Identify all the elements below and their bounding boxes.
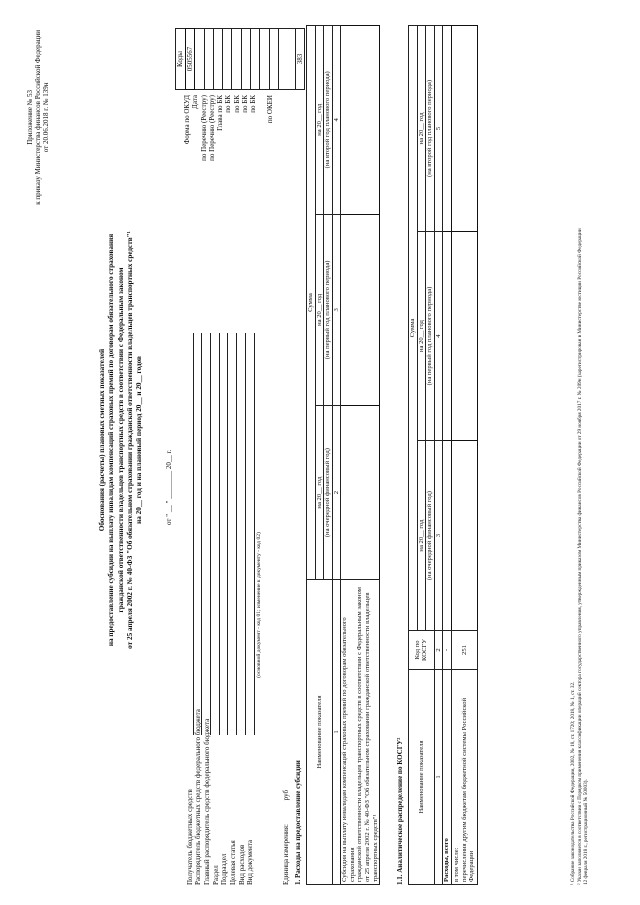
- appendix-header: [26, 30, 50, 205]
- title-line-2: на предоставление субсидии на выплату инвалидам компенсаций страховых премий по договорам обязательного страхования: [107, 233, 116, 647]
- col-code-header: Код по КОСГУ: [409, 631, 435, 670]
- year-3-sub: (на второй год планового периода): [324, 26, 333, 215]
- req-fill-line[interactable]: [203, 333, 211, 735]
- doc-type-note: (основной документ - код 01; изменение к документу - код 02): [255, 532, 262, 678]
- appendix-line-3: от 20.06.2018 г. № 139н: [42, 82, 51, 153]
- title-line-5: на 20__ год и на плановый период 20__ и 20__ годов: [135, 356, 144, 524]
- year-3-header: на 20__ год: [417, 26, 426, 232]
- year-1-header: на 20__ год: [315, 406, 324, 580]
- req-label: Вид расходов: [237, 844, 246, 885]
- code-cell[interactable]: [214, 28, 223, 90]
- okei-code: 383: [296, 28, 305, 90]
- code-label: по Перечню (Реестру): [207, 95, 216, 161]
- code-cell[interactable]: [232, 28, 241, 90]
- unit-of-measure: [282, 790, 290, 885]
- unit-label: Единица измерения:: [282, 824, 290, 885]
- req-label: Получатель бюджетных средств: [185, 789, 194, 885]
- code-cell[interactable]: [223, 28, 232, 90]
- col-num: 2: [332, 406, 341, 580]
- subsidy-line: Субсидия на выплату инвалидам компенсаций страховых премий по договорам обязательного страхования: [341, 617, 356, 882]
- year-3-sub: (на второй год планового периода): [426, 26, 435, 232]
- codes-header: Коды: [175, 28, 185, 90]
- year-2-header: на 20__ год: [417, 231, 426, 440]
- code-label: [258, 95, 266, 295]
- col-num: 2: [434, 631, 443, 670]
- footnotes: [570, 25, 590, 885]
- req-row: [194, 325, 203, 885]
- year-2-sub: (на первый год планового периода): [426, 231, 435, 440]
- section-1-1-table: [408, 25, 478, 885]
- section-1-title: 1. Расходы на предоставление субсидии: [294, 760, 302, 885]
- section-1-table: [306, 25, 380, 885]
- code-labels: [183, 95, 274, 295]
- total-row-name: Расходы, всего: [443, 670, 452, 885]
- col-name-header: Наименование показателя: [409, 670, 435, 885]
- req-row: [211, 325, 220, 885]
- col-sum-header: Сумма: [307, 26, 316, 580]
- year-1-header: на 20__ год: [417, 441, 426, 631]
- subsidy-value-year-2[interactable]: [341, 214, 380, 406]
- transfer-row-code: 251: [451, 631, 477, 670]
- req-row: [246, 325, 255, 885]
- req-label: Целевая статья: [229, 840, 238, 885]
- code-label: по Перечню (Реестру): [199, 95, 208, 161]
- title-line-1: Обоснования (расчеты) плановых сметных показателей: [98, 348, 106, 532]
- req-label: Раздел: [211, 865, 220, 885]
- footnote-1: ¹ Собрание законодательства Российской Федерации, 2002, № 18, ст. 1720; 2018, № 1, ст. 32.: [570, 681, 576, 885]
- requisites-block: [185, 325, 262, 885]
- col-num: 1: [332, 580, 341, 885]
- col-num: 4: [332, 26, 341, 215]
- col-num: 4: [434, 231, 443, 440]
- code-cell[interactable]: [260, 28, 269, 90]
- subsidy-value-year-3[interactable]: [341, 26, 380, 215]
- req-label: Подраздел: [220, 853, 229, 885]
- footnote-2: ² Указан заполняется в соответствии с Порядком применения классификации операций сектора государственного управления, утвержденным приказом Министерства финансов Российской Федерации от 29 ноября 2017 г. № 209н (зарегистрирован в Министерстве юстиции Российской Федерации: [576, 228, 583, 885]
- title-line-3: гражданской ответственности владельцев транспортных средств в соответствии с Федеральным законом: [116, 267, 125, 613]
- col-num: 3: [332, 214, 341, 406]
- code-cell[interactable]: [279, 28, 296, 90]
- code-label: Глава по БК: [216, 95, 225, 131]
- unit-value: руб: [282, 789, 290, 801]
- footnote-3: 12 февраля 2018 г., регистрационный № 50003).: [583, 779, 589, 885]
- code-label: по БК: [224, 95, 233, 113]
- okud-code: 0505567: [185, 28, 195, 90]
- req-label: Распорядитель бюджетных средств федерального бюджета: [194, 709, 203, 885]
- title-line-4: от 25 апреля 2002 г. № 40-ФЗ "Об обязательном страховании гражданской ответственности владельцев транспортных средств"¹: [125, 231, 134, 649]
- year-1-sub: (на очередной финансовый год): [324, 406, 333, 580]
- code-label: по БК: [232, 95, 241, 113]
- req-row: [185, 325, 194, 885]
- subsidy-row-name: [341, 580, 380, 885]
- req-row: [220, 325, 229, 885]
- req-fill-line[interactable]: [220, 333, 228, 735]
- col-num: 5: [434, 26, 443, 232]
- subsidy-line: от 25 апреля 2002 г. № 40-ФЗ "Об обязательном страховании гражданской ответственности владельцев: [364, 592, 372, 882]
- date-from: от " __ " ________ 20__ г.: [165, 449, 173, 525]
- code-label: по БК: [241, 95, 250, 113]
- total-value-year-3[interactable]: [443, 26, 452, 232]
- subsidy-line: транспортных средств"¹: [371, 814, 379, 882]
- req-row: [228, 325, 237, 885]
- transfer-value-year-3[interactable]: [451, 26, 477, 232]
- code-cell-date[interactable]: [195, 28, 204, 90]
- col-num: 1: [434, 670, 443, 885]
- appendix-line-1: Приложение № 53: [26, 90, 34, 145]
- req-fill-line[interactable]: [186, 333, 194, 735]
- req-fill-line[interactable]: [229, 333, 237, 735]
- col-name-header: Наименование показателя: [307, 580, 333, 885]
- code-label: Дата: [191, 95, 200, 109]
- req-fill-line[interactable]: [194, 333, 202, 735]
- year-2-header: на 20__ год: [315, 214, 324, 406]
- req-row: [237, 325, 246, 885]
- year-2-sub: (на первый год планового периода): [324, 214, 333, 406]
- req-fill-line[interactable]: [238, 333, 246, 735]
- total-value-year-2[interactable]: [443, 231, 452, 440]
- year-1-sub: (на очередной финансовый год): [426, 441, 435, 631]
- subsidy-value-year-1[interactable]: [341, 406, 380, 580]
- total-row-code: -: [443, 631, 452, 670]
- appendix-line-2: к приказу Министерства финансов Российской Федерации: [34, 30, 43, 205]
- total-value-year-1[interactable]: [443, 441, 452, 631]
- transfer-value-year-2[interactable]: [451, 231, 477, 440]
- transfer-label: перечисления другим бюджетам бюджетной системы Российской Федерации: [460, 697, 476, 882]
- incl-label: в том числе:: [453, 847, 461, 882]
- code-label: Форма по ОКУД: [183, 95, 191, 145]
- document-title: [98, 125, 144, 755]
- subsidy-line: гражданской ответственности владельцев транспортных средств в соответствии с Федеральным законом: [356, 587, 364, 882]
- col-num: 3: [434, 441, 443, 631]
- code-label: по ОКЕИ: [265, 95, 274, 124]
- req-row: [202, 325, 211, 885]
- codes-box: [175, 28, 305, 90]
- code-cell[interactable]: [242, 28, 251, 90]
- req-label: Вид документа: [246, 839, 255, 885]
- col-sum-header: Сумма: [409, 26, 418, 631]
- code-label: по БК: [249, 95, 258, 113]
- code-cell[interactable]: [270, 28, 279, 90]
- section-1-1-title: 1.1. Аналитическое распределение по КОСГУ²: [396, 737, 404, 885]
- req-fill-line[interactable]: [247, 333, 255, 735]
- code-cell[interactable]: [205, 28, 214, 90]
- transfer-row-name: [451, 670, 477, 885]
- req-fill-line[interactable]: [212, 333, 220, 735]
- transfer-value-year-1[interactable]: [451, 441, 477, 631]
- req-label: Главный распорядитель средств федерального бюджета: [203, 718, 212, 885]
- year-3-header: на 20__ год: [315, 26, 324, 215]
- code-cell[interactable]: [251, 28, 260, 90]
